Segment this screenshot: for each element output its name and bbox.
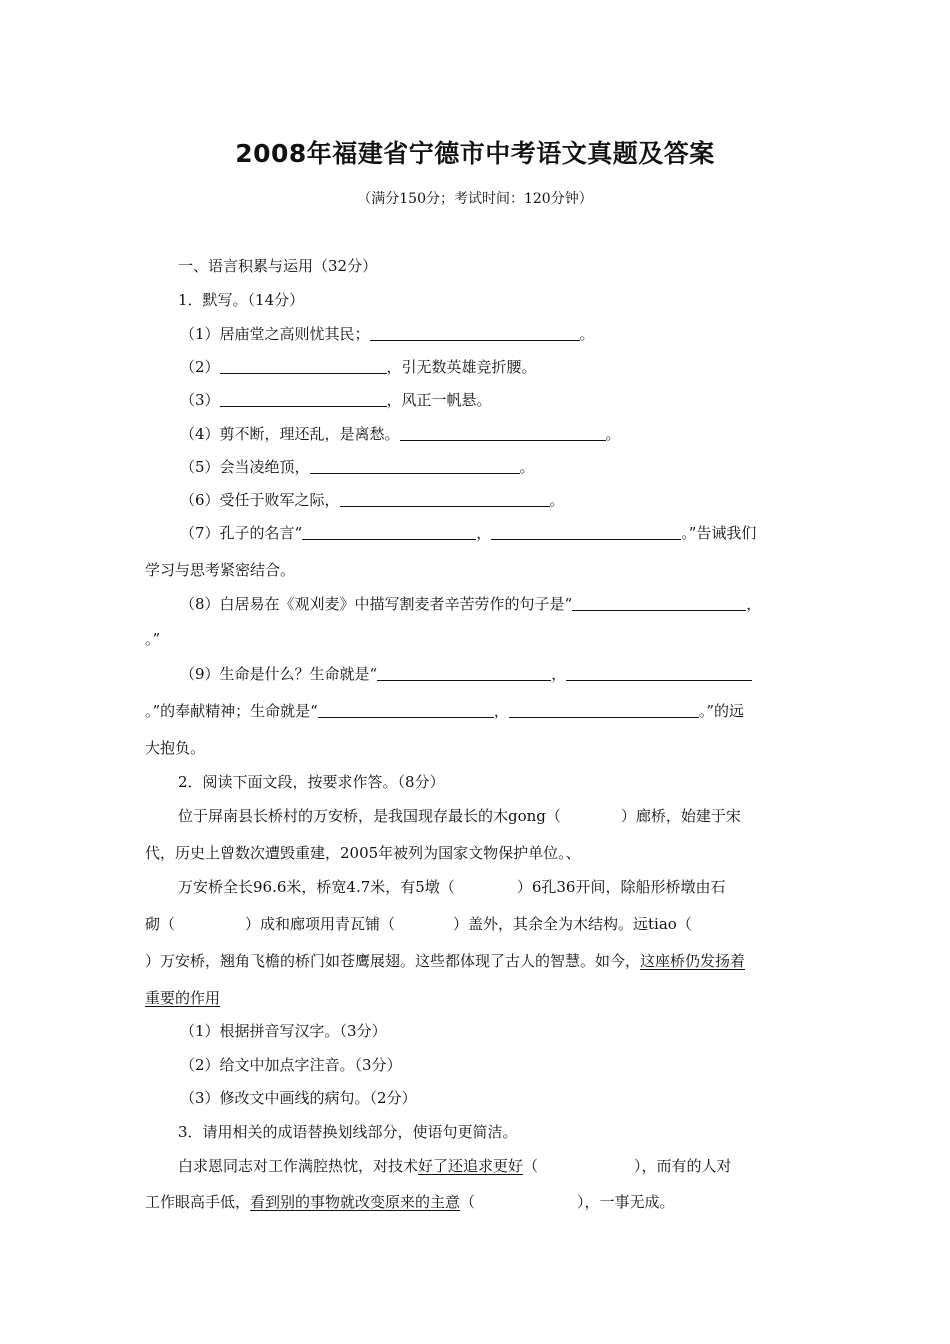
- passage-line-1: 位于屏南县长桥村的万安桥，是我国现存最长的木gong（ ）廊桥，始建于宋: [178, 807, 741, 825]
- question-1-item-8: （8）白居易在《观刈麦》中描写割麦者辛苦劳作的句子是“ ，: [180, 595, 762, 613]
- underlined-sentence: 这座桥仍发扬着: [640, 952, 746, 970]
- passage-line-5: ）万安桥，翘角飞檐的桥门如苍鹰展翅。这些都体现了古人的智慧。如今，这座桥仍发扬着: [145, 952, 746, 970]
- question-2-heading: 2．阅读下面文段，按要求作答。（8分）: [178, 773, 445, 791]
- answer-blank[interactable]: [566, 665, 752, 681]
- question-1-item-8-continued: 。”: [145, 630, 161, 648]
- question-2-sub-2: （2）给文中加点字注音。（3分）: [180, 1056, 402, 1074]
- underlined-sentence-end: 重要的作用: [145, 989, 221, 1007]
- question-1-item-9-continued: 。”的奉献精神；生命就是“ ， 。”的远: [145, 702, 745, 720]
- question-1-item-6: （6）受任于败军之际， 。: [180, 491, 565, 509]
- answer-blank[interactable]: [491, 524, 681, 540]
- document-title: 2008年福建省宁德市中考语文真题及答案: [235, 139, 715, 168]
- answer-blank[interactable]: [310, 458, 520, 474]
- underlined-phrase-1: 好了还追求更好: [418, 1157, 524, 1175]
- answer-blank[interactable]: [572, 595, 746, 611]
- question-3-heading: 3．请用相关的成语替换划线部分，使语句更简洁。: [178, 1123, 518, 1141]
- question-3-line-2: 工作眼高手低，看到别的事物就改变原来的主意（ ），一事无成。: [145, 1193, 675, 1211]
- underlined-phrase-2: 看到别的事物就改变原来的主意: [250, 1193, 461, 1211]
- answer-blank[interactable]: [220, 391, 387, 407]
- question-1-item-5: （5）会当凌绝顶， 。: [180, 458, 535, 476]
- question-1-heading: 1．默写。（14分）: [178, 291, 305, 309]
- answer-blank[interactable]: [318, 702, 494, 718]
- question-1-item-3: （3） ，风正一帆悬。: [180, 391, 492, 409]
- passage-line-2: 代，历史上曾数次遭毁重建，2005年被列为国家文物保护单位。、: [145, 844, 581, 862]
- document-subtitle: （满分150分；考试时间：120分钟）: [357, 191, 593, 207]
- answer-blank[interactable]: [509, 702, 699, 718]
- question-1-item-7: （7）孔子的名言“ ， 。”告诫我们: [180, 524, 757, 542]
- question-2-sub-1: （1）根据拼音写汉字。（3分）: [180, 1022, 387, 1040]
- question-1-item-1: （1）居庙堂之高则忧其民； 。: [180, 325, 595, 343]
- section-heading: 一、语言积累与运用（32分）: [178, 257, 378, 275]
- question-1-item-7-continued: 学习与思考紧密结合。: [145, 561, 296, 579]
- passage-line-3: 万安桥全长96.6米，桥宽4.7米，有5墩（ ）6孔36开间，除船形桥墩由石: [178, 878, 726, 896]
- answer-blank[interactable]: [340, 491, 550, 507]
- passage-line-6: [145, 988, 810, 1008]
- passage-line-4: 砌（ ）成和廊项用青瓦铺（ ）盖外，其余全为木结构。远tiao（: [145, 915, 692, 933]
- answer-blank[interactable]: [377, 665, 551, 681]
- question-1-item-9-end: 大抱负。: [145, 739, 206, 757]
- question-1-item-2: （2） ，引无数英雄竞折腰。: [180, 358, 537, 376]
- question-2-sub-3: （3）修改文中画线的病句。（2分）: [180, 1089, 417, 1107]
- answer-blank[interactable]: [370, 325, 580, 341]
- question-1-item-9: （9）生命是什么？生命就是“ ，: [180, 664, 810, 684]
- answer-blank[interactable]: [220, 358, 387, 374]
- question-1-item-4: （4）剪不断，理还乱，是离愁。 。: [180, 425, 621, 443]
- answer-blank[interactable]: [302, 524, 476, 540]
- answer-blank[interactable]: [400, 425, 606, 441]
- question-3-line-1: 白求恩同志对工作满腔热忱，对技术好了还追求更好（ ），而有的人对: [178, 1157, 732, 1175]
